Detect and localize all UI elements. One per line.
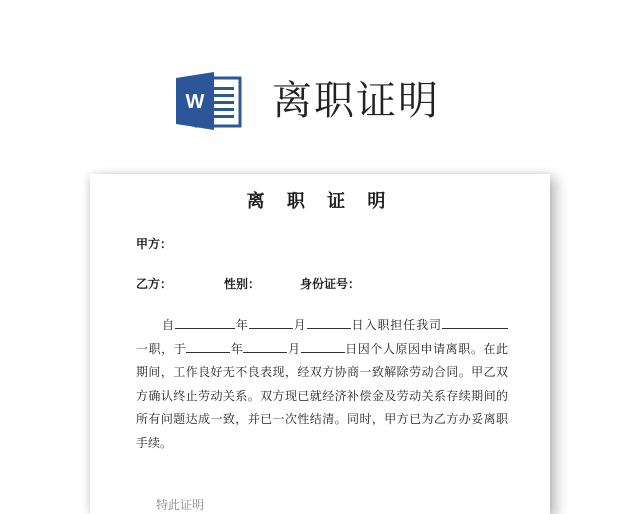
blank-month [249,316,293,329]
text-fragment: 一职，于 [136,341,187,356]
text-fragment: 自 [162,318,175,332]
text-fragment: 日因个人原因申请离职。在此 [344,341,508,356]
header-banner [0,56,640,146]
paragraph-line-2 [136,338,508,362]
blank-day [301,340,345,353]
text-fragment: 月 [292,318,307,332]
blank-year [186,340,230,353]
paragraph-line-4: 方确认终止劳动关系。双方现已就经济补偿金及劳动关系存续期间的 [136,388,508,403]
gender-label: 性别： [224,277,261,291]
paragraph-line-1 [136,314,508,338]
closing-text-cutoff: 特此证明 [156,498,205,512]
blank-day [307,316,351,329]
paragraph-line-3: 期间，工作良好无不良表现，经双方协商一致解除劳动合同。甲乙双 [136,365,508,379]
id-number-label: 身份证号： [300,277,361,291]
paragraph-line-6: 手续。 [136,435,173,450]
text-fragment: 日入职担任我司 [350,318,442,332]
word-document-icon [174,70,244,132]
document-title: 离 职 证 明 [246,191,394,212]
text-fragment: 年 [234,318,249,332]
blank-month [243,340,287,353]
party-a-label: 甲方： [136,237,173,251]
blank-position [442,316,508,329]
word-logo-letter: W [185,91,205,113]
document-sheet [90,174,550,514]
page-title: 离职证明 [272,78,440,124]
paragraph-line-5: 所有问题达成一致，并已一次性结清。同时，甲方已为乙方办妥离职 [136,412,508,426]
text-fragment: 月 [287,341,301,356]
blank-year [175,316,235,329]
party-b-label: 乙方： [136,277,173,291]
text-fragment: 年 [230,341,244,356]
certificate-paragraph [136,314,508,455]
